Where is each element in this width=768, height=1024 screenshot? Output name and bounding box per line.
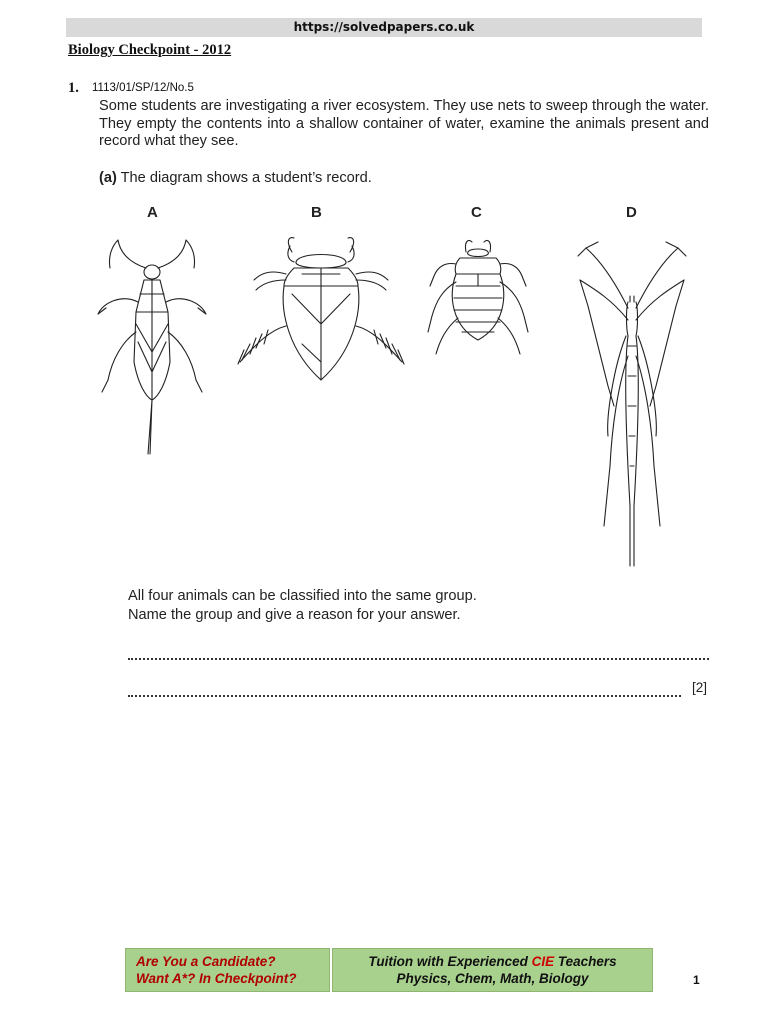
part-a-heading [99, 170, 372, 186]
document-title: Biology Checkpoint - 2012 [68, 42, 232, 58]
footer-left-line-2: Want A*? In Checkpoint? [136, 970, 297, 986]
prompt-line-1: All four animals can be classified into the same group. [128, 588, 477, 604]
answer-line-2[interactable] [128, 695, 681, 697]
source-url-banner: https://solvedpapers.co.uk [66, 18, 702, 37]
footer-ad-tuition[interactable] [332, 948, 653, 992]
footer-right-line-1 [333, 954, 652, 971]
footer-right-post: Teachers [554, 954, 617, 969]
question-intro: Some students are investigating a river ecosystem. They use nets to sweep through the water. They empty the contents into a shallow container of water, examine the animals present and record what they see. [99, 98, 709, 149]
question-number: 1. [68, 80, 79, 96]
footer-right-pre: Tuition with Experienced [368, 954, 532, 969]
prompt-line-2: Name the group and give a reason for your answer. [128, 606, 461, 623]
insect-d-drawing [568, 236, 696, 571]
footer-left-line-1: Are You a Candidate? [136, 954, 276, 969]
answer-line-1[interactable] [128, 658, 709, 660]
part-a-text: The diagram shows a student’s record. [120, 170, 372, 186]
question-prompt [128, 587, 477, 624]
question-code: 1113/01/SP/12/No.5 [92, 82, 194, 94]
footer-ad-candidate[interactable] [125, 948, 330, 992]
footer-cie-highlight: CIE [531, 954, 555, 969]
animal-label-b: B [311, 204, 322, 221]
insect-a-drawing [88, 232, 218, 457]
part-a-label: (a) [99, 170, 117, 186]
animal-label-a: A [147, 204, 158, 221]
marks-indicator: [2] [692, 680, 708, 695]
insect-c-drawing [426, 236, 530, 362]
page-number: 1 [693, 973, 700, 987]
insect-b-drawing [232, 234, 410, 386]
animal-label-d: D [626, 204, 637, 221]
animal-label-c: C [471, 204, 482, 221]
footer-right-line-2: Physics, Chem, Math, Biology [396, 970, 589, 986]
